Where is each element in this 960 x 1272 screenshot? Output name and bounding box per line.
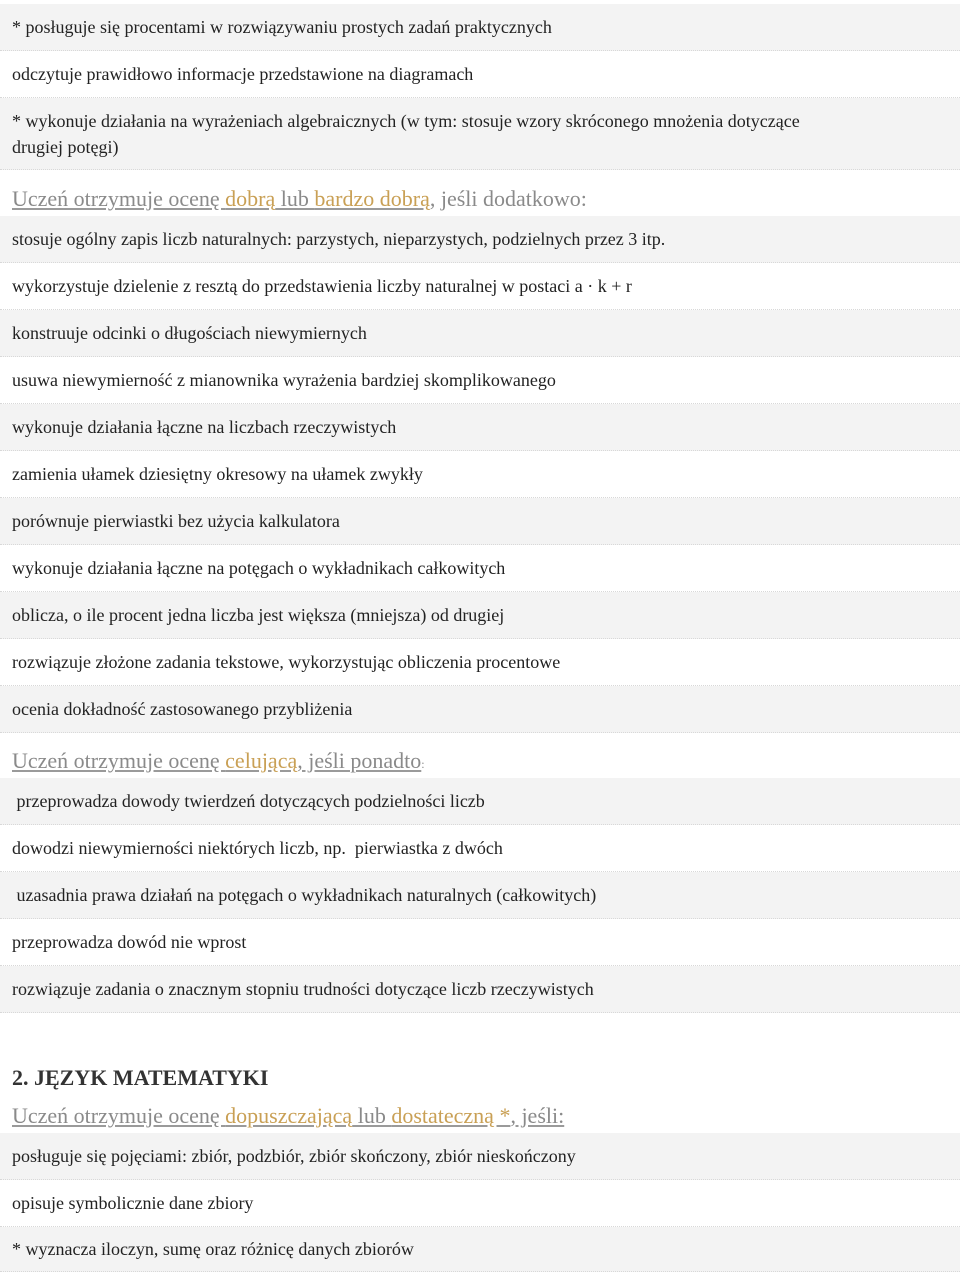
list-item [0, 404, 960, 451]
item-text: wykorzystuje dzielenie z resztą do przedstawienia liczby naturalnej w postaci a · k + r [12, 276, 632, 296]
list-item [0, 263, 960, 310]
section-title: 2. JĘZYK MATEMATYKI [12, 1065, 269, 1090]
item-text: ocenia dokładność zastosowanego przybliżenia [12, 699, 353, 719]
list-item [0, 98, 960, 170]
heading-suffix: , jeśli: [510, 1103, 565, 1128]
list-item [0, 216, 960, 263]
grade-name: dostateczną * [391, 1103, 511, 1128]
list-item [0, 1227, 960, 1272]
heading-middle: lub [275, 186, 315, 211]
item-text: * wykonuje działania na wyrażeniach algebraicznych (w tym: stosuje wzory skróconego mnożenia dotyczące drugiej potęgi) [12, 110, 800, 157]
heading-prefix: Uczeń otrzymuje ocenę [12, 186, 226, 211]
grade-name: bardzo dobrą [314, 186, 430, 211]
heading-prefix: Uczeń otrzymuje ocenę [12, 1103, 226, 1128]
list-item [0, 51, 960, 98]
item-text: uzasadnia prawa działań na potęgach o wykładnikach naturalnych (całkowitych) [12, 885, 597, 905]
list-item [0, 872, 960, 919]
item-text: konstruuje odcinki o długościach niewymiernych [12, 323, 367, 343]
item-text: dowodzi niewymierności niektórych liczb, np. pierwiastka z dwóch [12, 838, 503, 858]
list-item [0, 1180, 960, 1227]
item-text: wykonuje działania łączne na liczbach rzeczywistych [12, 417, 397, 437]
item-text: przeprowadza dowód nie wprost [12, 932, 247, 952]
list-item [0, 825, 960, 872]
heading-middle: lub [352, 1103, 392, 1128]
grade-name: dopuszczającą [225, 1103, 353, 1128]
item-text: przeprowadza dowody twierdzeń dotyczących podzielności liczb [12, 791, 485, 811]
list-item [0, 639, 960, 686]
list-item [0, 966, 960, 1013]
list-item [0, 778, 960, 825]
item-text: stosuje ogólny zapis liczb naturalnych: parzystych, nieparzystych, podzielnych przez 3 itp. [12, 229, 666, 249]
grade-heading [12, 1103, 564, 1129]
item-text: * wyznacza iloczyn, sumę oraz różnicę danych zbiorów [12, 1239, 414, 1259]
grade-heading [12, 186, 587, 212]
item-text: rozwiązuje zadania o znacznym stopniu trudności dotyczące liczb rzeczywistych [12, 979, 594, 999]
list-item [0, 592, 960, 639]
list-item [0, 1133, 960, 1180]
list-item [0, 310, 960, 357]
list-item [0, 545, 960, 592]
item-text: zamienia ułamek dziesiętny okresowy na ułamek zwykły [12, 464, 423, 484]
heading-prefix: Uczeń otrzymuje ocenę [12, 748, 226, 773]
heading-suffix: , jeśli dodatkowo: [429, 186, 587, 211]
grade-name: dobrą [225, 186, 276, 211]
item-text: rozwiązuje złożone zadania tekstowe, wykorzystując obliczenia procentowe [12, 652, 561, 672]
item-text: odczytuje prawidłowo informacje przedstawione na diagramach [12, 64, 474, 84]
heading-colon: : [421, 757, 425, 771]
item-text: usuwa niewymierność z mianownika wyrażenia bardziej skomplikowanego [12, 370, 556, 390]
grade-heading [12, 748, 425, 774]
item-text: * posługuje się procentami w rozwiązywaniu prostych zadań praktycznych [12, 17, 552, 37]
heading-suffix: , jeśli ponadto [297, 748, 422, 773]
list-item [0, 686, 960, 733]
list-item [0, 451, 960, 498]
list-item [0, 498, 960, 545]
item-text: wykonuje działania łączne na potęgach o wykładnikach całkowitych [12, 558, 506, 578]
grade-name: celującą [225, 748, 298, 773]
list-item [0, 919, 960, 966]
item-text: opisuje symbolicznie dane zbiory [12, 1193, 254, 1213]
item-text: oblicza, o ile procent jedna liczba jest większa (mniejsza) od drugiej [12, 605, 505, 625]
item-text: posługuje się pojęciami: zbiór, podzbiór, zbiór skończony, zbiór nieskończony [12, 1146, 576, 1166]
list-item [0, 4, 960, 51]
list-item [0, 357, 960, 404]
item-text: porównuje pierwiastki bez użycia kalkulatora [12, 511, 340, 531]
